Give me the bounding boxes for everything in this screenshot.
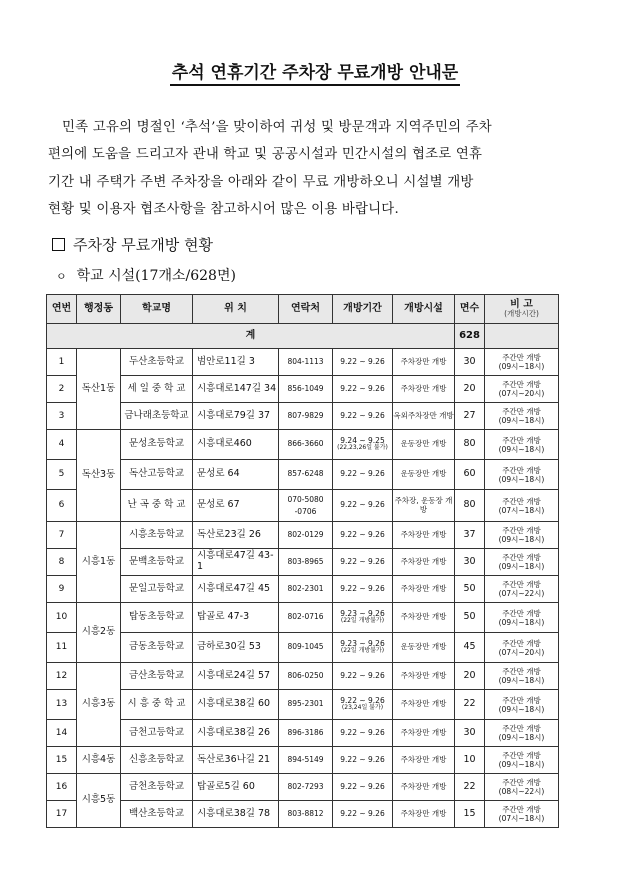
table-row [47, 460, 559, 490]
cell-contact: 806-0250 [279, 663, 333, 690]
table-row [47, 522, 559, 549]
note-hours: (09시~18시) [498, 535, 545, 544]
period-range: 9.22 ~ 9.26 [340, 754, 385, 764]
total-row [47, 324, 559, 349]
note-hours: (07시~20시) [498, 647, 545, 657]
cell-location: 시흥대로47길 43-1 [193, 549, 279, 576]
cell-school: 금천초등학교 [121, 774, 193, 801]
cell-spaces: 20 [455, 376, 485, 403]
cell-school: 난 곡 중 학 교 [121, 490, 193, 522]
cell-contact: 803-8812 [279, 801, 333, 828]
period-range: 9.22 ~ 9.26 [340, 808, 385, 818]
cell-contact: 802-2301 [279, 576, 333, 603]
cell-location: 시흥대로147길 34 [193, 376, 279, 403]
note-hours-label: 주간만 개방 [502, 751, 541, 760]
cell-school: 신흥초등학교 [121, 747, 193, 774]
period-range: 9.23 ~ 9.26 [340, 608, 385, 618]
cell-school: 금산초등학교 [121, 663, 193, 690]
cell-school: 문백초등학교 [121, 549, 193, 576]
cell-note [485, 690, 559, 720]
cell-no: 9 [47, 576, 77, 603]
note-hours: (08시~22시) [498, 787, 545, 796]
period-range: 9.22 ~ 9.26 [340, 556, 385, 566]
cell-location: 문성로 64 [193, 460, 279, 490]
cell-no: 2 [47, 376, 77, 403]
parking-table [46, 294, 559, 828]
cell-facility: 운동장만 개방 [393, 460, 455, 490]
table-row [47, 403, 559, 430]
table-row [47, 430, 559, 460]
table-row [47, 690, 559, 720]
note-hours-label: 주간만 개방 [502, 553, 541, 562]
cell-period [333, 603, 393, 633]
cell-contact: 896-3186 [279, 720, 333, 747]
note-hours-label: 주간만 개방 [502, 608, 541, 618]
cell-school: 독산고등학교 [121, 460, 193, 490]
cell-note [485, 603, 559, 633]
cell-note [485, 633, 559, 663]
period-exception: (22,23,26일 불가) [337, 444, 388, 452]
cell-note [485, 490, 559, 522]
period-range: 9.22 ~ 9.26 [340, 670, 385, 680]
cell-location: 시흥대로79길 37 [193, 403, 279, 430]
cell-school: 금천고등학교 [121, 720, 193, 747]
cell-spaces: 10 [455, 747, 485, 774]
cell-no: 11 [47, 633, 77, 663]
table-row [47, 747, 559, 774]
cell-period [333, 549, 393, 576]
cell-dong: 독산3동 [77, 430, 121, 522]
cell-location: 독산로23길 26 [193, 522, 279, 549]
cell-no: 1 [47, 349, 77, 376]
cell-contact: 807-9829 [279, 403, 333, 430]
note-hours: (07시~18시) [498, 814, 545, 823]
cell-no: 16 [47, 774, 77, 801]
cell-spaces: 50 [455, 603, 485, 633]
cell-contact: 894-5149 [279, 747, 333, 774]
cell-no: 17 [47, 801, 77, 828]
table-row [47, 633, 559, 663]
table-row [47, 549, 559, 576]
table-row [47, 349, 559, 376]
cell-note [485, 549, 559, 576]
cell-period [333, 349, 393, 376]
total-note [485, 324, 559, 349]
cell-location: 탑골로 47-3 [193, 603, 279, 633]
total-spaces: 628 [455, 324, 485, 349]
cell-period [333, 576, 393, 603]
period-range: 9.22 ~ 9.26 [340, 356, 385, 366]
note-hours-label: 주간만 개방 [502, 778, 541, 787]
cell-school: 금동초등학교 [121, 633, 193, 663]
note-hours: (09시~18시) [498, 733, 545, 742]
cell-no: 5 [47, 460, 77, 490]
cell-location: 시흥대로38길 60 [193, 690, 279, 720]
cell-period [333, 430, 393, 460]
cell-facility: 주차장만 개방 [393, 774, 455, 801]
cell-location: 금하로30길 53 [193, 633, 279, 663]
cell-dong: 시흥4동 [77, 747, 121, 774]
cell-school: 문성초등학교 [121, 430, 193, 460]
section-heading: 주차장 무료개방 현황 [52, 234, 213, 255]
cell-period [333, 747, 393, 774]
cell-school: 금나래초등학교 [121, 403, 193, 430]
cell-no: 13 [47, 690, 77, 720]
cell-location: 독산로36나길 21 [193, 747, 279, 774]
header-dong: 행정동 [77, 295, 121, 324]
header-school: 학교명 [121, 295, 193, 324]
note-hours: (09시~18시) [498, 444, 545, 454]
note-hours-label: 주간만 개방 [502, 435, 541, 445]
cell-location: 시흥대로38길 78 [193, 801, 279, 828]
period-range: 9.22 ~ 9.26 [340, 500, 385, 510]
note-hours-label: 주간만 개방 [502, 638, 541, 648]
cell-spaces: 15 [455, 801, 485, 828]
cell-dong: 시흥1동 [77, 522, 121, 603]
cell-contact: 866-3660 [279, 430, 333, 460]
period-range: 9.22 ~ 9.26 [340, 727, 385, 737]
cell-period [333, 774, 393, 801]
intro-line: 편의에 도움을 드리고자 관내 학교 및 공공시설과 민간시설의 협조로 연휴 [48, 147, 483, 163]
cell-no: 10 [47, 603, 77, 633]
cell-location: 범안로11길 3 [193, 349, 279, 376]
cell-spaces: 50 [455, 576, 485, 603]
cell-location: 시흥대로38길 26 [193, 720, 279, 747]
period-range: 9.24 ~ 9.25 [340, 435, 385, 445]
note-hours-label: 주간만 개방 [502, 465, 541, 475]
cell-facility: 주차장만 개방 [393, 663, 455, 690]
header-location: 위 치 [193, 295, 279, 324]
cell-no: 6 [47, 490, 77, 522]
header-facility: 개방시설 [393, 295, 455, 324]
cell-facility: 주차장만 개방 [393, 801, 455, 828]
cell-spaces: 30 [455, 720, 485, 747]
note-hours-label: 주간만 개방 [502, 695, 541, 705]
cell-contact: 070-5080 -0706 [279, 490, 333, 522]
period-exception: (22일 개방불가) [340, 617, 385, 625]
table-row [47, 376, 559, 403]
header-period: 개방기간 [333, 295, 393, 324]
cell-spaces: 30 [455, 549, 485, 576]
table-header-row [47, 295, 559, 324]
header-no: 연번 [47, 295, 77, 324]
intro-paragraph [48, 114, 586, 223]
note-hours: (07시~20시) [498, 389, 545, 398]
cell-period [333, 522, 393, 549]
note-hours-label: 주간만 개방 [502, 407, 541, 416]
cell-contact: 804-1113 [279, 349, 333, 376]
period-exception: (22일 개방불가) [340, 647, 385, 655]
cell-location: 시흥대로24길 57 [193, 663, 279, 690]
cell-contact: 802-0129 [279, 522, 333, 549]
period-range: 9.22 ~ 9.26 [340, 781, 385, 791]
table-row [47, 774, 559, 801]
cell-facility: 주차장만 개방 [393, 349, 455, 376]
cell-facility: 주차장만 개방 [393, 720, 455, 747]
cell-contact: 895-2301 [279, 690, 333, 720]
cell-note [485, 720, 559, 747]
period-range: 9.23 ~ 9.26 [340, 638, 385, 648]
table-row [47, 663, 559, 690]
note-hours: (09시~18시) [498, 562, 545, 571]
cell-no: 12 [47, 663, 77, 690]
cell-location: 문성로 67 [193, 490, 279, 522]
period-range: 9.22 ~ 9.26 [340, 695, 385, 705]
note-hours-label: 주간만 개방 [502, 526, 541, 535]
cell-contact: 809-1045 [279, 633, 333, 663]
header-spaces: 면수 [455, 295, 485, 324]
cell-location: 시흥대로460 [193, 430, 279, 460]
cell-school: 문일고등학교 [121, 576, 193, 603]
cell-period [333, 633, 393, 663]
cell-school: 세 일 중 학 교 [121, 376, 193, 403]
cell-location: 시흥대로47길 45 [193, 576, 279, 603]
cell-spaces: 30 [455, 349, 485, 376]
note-hours-label: 주간만 개방 [502, 724, 541, 733]
period-range: 9.22 ~ 9.26 [340, 583, 385, 593]
cell-note [485, 663, 559, 690]
table-row [47, 720, 559, 747]
header-note: 비 고 (개방시간) [485, 295, 559, 324]
cell-note [485, 522, 559, 549]
cell-facility: 주차장만 개방 [393, 690, 455, 720]
cell-note [485, 801, 559, 828]
intro-line: 기간 내 주택가 주변 주차장을 아래와 같이 무료 개방하오니 시설별 개방 [48, 174, 474, 190]
cell-note [485, 430, 559, 460]
cell-dong: 시흥2동 [77, 603, 121, 663]
cell-facility: 운동장만 개방 [393, 430, 455, 460]
cell-facility: 주차장만 개방 [393, 376, 455, 403]
cell-note [485, 774, 559, 801]
cell-spaces: 22 [455, 774, 485, 801]
checkbox-square-icon [52, 238, 65, 251]
cell-contact: 857-6248 [279, 460, 333, 490]
cell-spaces: 22 [455, 690, 485, 720]
note-hours: (09시~18시) [498, 617, 545, 627]
total-label: 계 [47, 324, 455, 349]
cell-facility: 주차장만 개방 [393, 522, 455, 549]
note-hours-label: 주간만 개방 [502, 496, 541, 506]
subsection-heading: ㅇ 학교 시설(17개소/628면) [56, 268, 236, 284]
cell-note [485, 349, 559, 376]
cell-period [333, 663, 393, 690]
cell-period [333, 801, 393, 828]
period-range: 9.22 ~ 9.26 [340, 383, 385, 393]
cell-dong: 독산1동 [77, 349, 121, 430]
note-hours: (09시~18시) [498, 362, 545, 371]
cell-contact: 802-0716 [279, 603, 333, 633]
cell-note [485, 747, 559, 774]
cell-facility: 주차장만 개방 [393, 549, 455, 576]
table-row [47, 576, 559, 603]
cell-spaces: 20 [455, 663, 485, 690]
note-hours-label: 주간만 개방 [502, 353, 541, 362]
document-title: 추석 연휴기간 주차장 무료개방 안내문 [0, 58, 630, 83]
cell-note [485, 403, 559, 430]
cell-facility: 주차장, 운동장 개방 [393, 490, 455, 522]
cell-no: 8 [47, 549, 77, 576]
cell-school: 시 흥 중 학 교 [121, 690, 193, 720]
cell-facility: 주차장만 개방 [393, 603, 455, 633]
cell-period [333, 720, 393, 747]
period-range: 9.22 ~ 9.26 [340, 529, 385, 539]
note-hours: (07시~18시) [498, 505, 545, 515]
cell-contact: 803-8965 [279, 549, 333, 576]
header-contact: 연락처 [279, 295, 333, 324]
cell-spaces: 80 [455, 490, 485, 522]
cell-facility: 주차장만 개방 [393, 747, 455, 774]
note-hours: (09시~18시) [498, 676, 545, 685]
cell-no: 14 [47, 720, 77, 747]
period-range: 9.22 ~ 9.26 [340, 469, 385, 479]
bullet-circle-icon: ㅇ [56, 270, 67, 283]
cell-dong: 시흥3동 [77, 663, 121, 747]
cell-note [485, 460, 559, 490]
cell-period [333, 490, 393, 522]
intro-line: 민족 고유의 명절인 ‘추석’을 맞이하여 귀성 및 방문객과 지역주민의 주차 [62, 120, 492, 135]
cell-school: 두산초등학교 [121, 349, 193, 376]
cell-spaces: 80 [455, 430, 485, 460]
note-hours: (09시~18시) [498, 704, 545, 714]
cell-no: 7 [47, 522, 77, 549]
cell-period [333, 690, 393, 720]
cell-facility: 옥외주차장만 개방 [393, 403, 455, 430]
note-hours-label: 주간만 개방 [502, 667, 541, 676]
cell-note [485, 376, 559, 403]
note-hours: (07시~22시) [498, 589, 545, 598]
note-hours: (09시~18시) [498, 474, 545, 484]
note-hours-label: 주간만 개방 [502, 580, 541, 589]
cell-period [333, 376, 393, 403]
cell-spaces: 60 [455, 460, 485, 490]
cell-spaces: 45 [455, 633, 485, 663]
note-hours: (09시~18시) [498, 416, 545, 425]
cell-no: 3 [47, 403, 77, 430]
table-row [47, 490, 559, 522]
cell-school: 탑동초등학교 [121, 603, 193, 633]
intro-line: 현황 및 이용자 협조사항을 참고하시어 많은 이용 바랍니다. [48, 201, 399, 217]
cell-dong: 시흥5동 [77, 774, 121, 828]
cell-note [485, 576, 559, 603]
cell-location: 탑골로5길 60 [193, 774, 279, 801]
cell-spaces: 27 [455, 403, 485, 430]
cell-facility: 주차장만 개방 [393, 576, 455, 603]
period-exception: (23,24일 불가) [341, 704, 384, 712]
note-hours-label: 주간만 개방 [502, 805, 541, 814]
cell-school: 시흥초등학교 [121, 522, 193, 549]
cell-no: 4 [47, 430, 77, 460]
note-hours: (09시~18시) [498, 760, 545, 769]
cell-facility: 운동장만 개방 [393, 633, 455, 663]
cell-contact: 802-7293 [279, 774, 333, 801]
cell-no: 15 [47, 747, 77, 774]
cell-period [333, 460, 393, 490]
cell-spaces: 37 [455, 522, 485, 549]
table-row [47, 801, 559, 828]
cell-contact: 856-1049 [279, 376, 333, 403]
period-range: 9.22 ~ 9.26 [340, 410, 385, 420]
note-hours-label: 주간만 개방 [502, 380, 541, 389]
cell-school: 백산초등학교 [121, 801, 193, 828]
cell-period [333, 403, 393, 430]
table-row [47, 603, 559, 633]
